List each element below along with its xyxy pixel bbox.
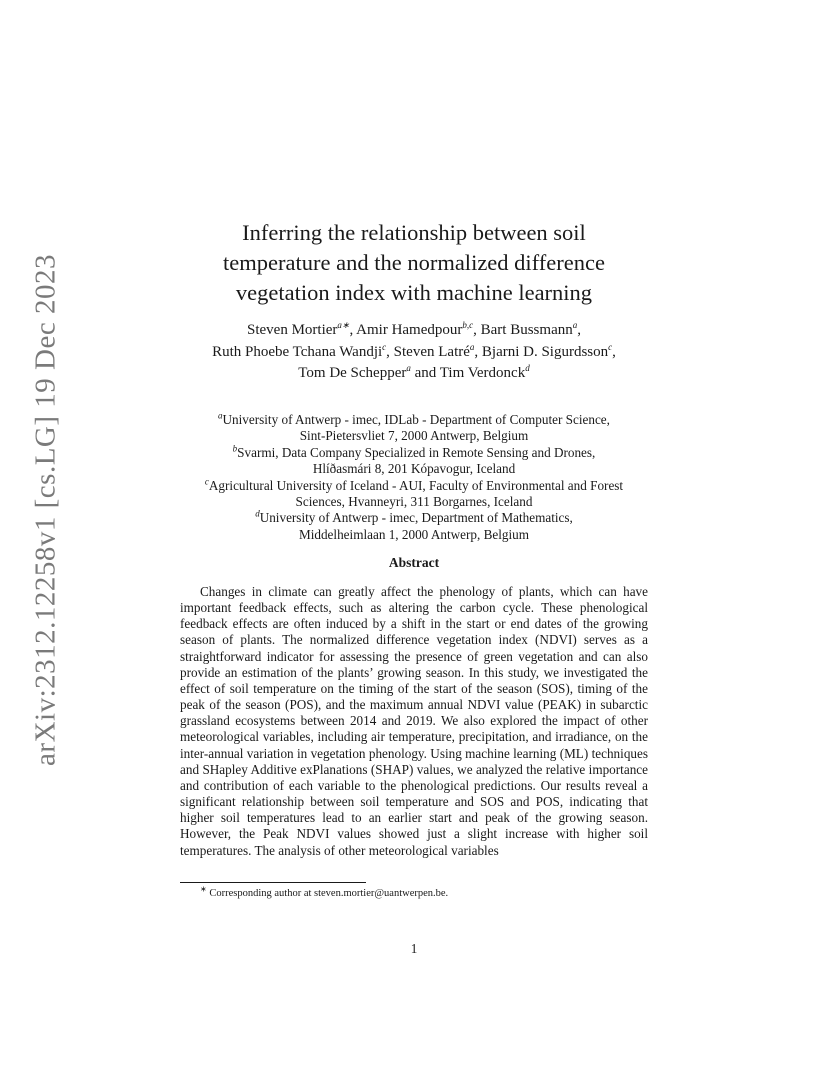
author-affiliation-mark: d [525,363,530,373]
author-name: Bart Bussmann [480,322,573,338]
affiliation-line [160,445,668,461]
author-name: Tim Verdonck [439,365,526,381]
affiliation-text: Svarmi, Data Company Specialized in Remote Sensing and Drones, [237,444,596,460]
author-separator: and [410,365,440,381]
author-line [160,342,668,364]
author-affiliation-mark: a [572,320,578,330]
footnote-mark: ∗ [200,884,207,894]
author-name: Amir Hamedpour [356,322,463,338]
author-line [160,320,668,342]
affiliation-line: Sint-Pietersvliet 7, 2000 Antwerp, Belgium [299,428,529,444]
page-number: 1 [410,941,418,956]
author-affiliation-mark: a [469,341,475,352]
abstract-text: Changes in climate can greatly affect the phenology of plants, which can have important feedback effects, such as altering the carbon cycle. These phenological feedback effects are often induced by a shift in the start or end dates of the growing season of plants. The normalized difference vegetation index (NDVI) serves as a straightforward indicator for assessing the presence of green vegetation and can also provide an estimation of the plants’ growing season. In this study, we investigated the effect of soil temperature on the timing of the start of the season (SOS), timing of the peak of the season (POS), and the maximum annual NDVI value (PEAK) in subarctic grassland ecosystems between 2014 and 2019. We also explored the impact of other meteorological variables, including air temperature, precipitation, and irradiance, on the inter-annual variation in vegetation phenology. Using machine learning (ML) techniques and SHapley Additive exPlanations (SHAP) values, we analyzed the relative importance and contribution of each variable to the phenological predictions. Our results reveal a significant relationship between soil temperature and SOS and POS, indicating that higher soil temperatures lead to an earlier start and peak of the growing season. However, the Peak NDVI values showed just a slight increase with higher soil temperatures. The analysis of other meteorological variables [180,584,648,858]
affiliation-text: University of Antwerp - imec, Department of Mathematics, [259,510,573,526]
author-separator: , [612,343,616,360]
author-separator: , [349,322,357,338]
author-name: Tom De Schepper [298,365,407,381]
affiliation-line [160,510,668,526]
affiliation-mark: d [255,509,260,520]
arxiv-identifier-stamp: arXiv:2312.12258v1 [cs.LG] 19 Dec 2023 [29,254,62,766]
author-line [160,363,668,385]
author-separator: , [474,343,482,360]
author-affiliation-mark: a∗ [337,320,350,330]
author-name: Bjarni D. Sigurdsson [481,343,609,360]
affiliation-line: Sciences, Hvanneyri, 311 Borgarnes, Iceland [295,494,533,510]
paper-title [180,218,648,308]
author-separator: , [386,343,394,360]
affiliation-line [160,412,668,428]
author-affiliation-mark: c [608,341,613,352]
affiliation-text: University of Antwerp - imec, IDLab - Department of Computer Science, [222,412,610,427]
author-separator: , [473,322,481,338]
footnote-text: Corresponding author at steven.mortier@uantwerpen.be. [206,888,449,899]
author-list [160,320,668,385]
affiliation-mark: c [204,476,209,487]
author-affiliation-mark: c [382,341,387,352]
title-line: Inferring the relationship between soil [242,220,586,245]
affiliation-list [160,412,668,543]
title-line: vegetation index with machine learning [235,280,593,305]
author-separator: , [577,322,581,338]
affiliation-mark: a [218,410,223,421]
affiliation-mark: b [232,443,238,454]
author-name: Ruth Phoebe Tchana Wandji [212,343,383,360]
affiliation-line [160,478,668,494]
author-name: Steven Latré [393,343,470,360]
author-name: Steven Mortier [247,322,338,338]
footnote-divider [180,882,366,883]
title-line: temperature and the normalized difference [223,250,605,275]
affiliation-line: Middelheimlaan 1, 2000 Antwerp, Belgium [298,526,529,542]
author-affiliation-mark: a [406,363,411,373]
affiliation-line: Hlíðasmári 8, 201 Kópavogur, Iceland [312,461,516,477]
footnote [200,884,449,900]
affiliation-text: Agricultural University of Iceland - AUI, Faculty of Environmental and Forest [208,477,624,493]
author-affiliation-mark: b,c [462,320,474,330]
abstract-heading: Abstract [388,555,440,570]
